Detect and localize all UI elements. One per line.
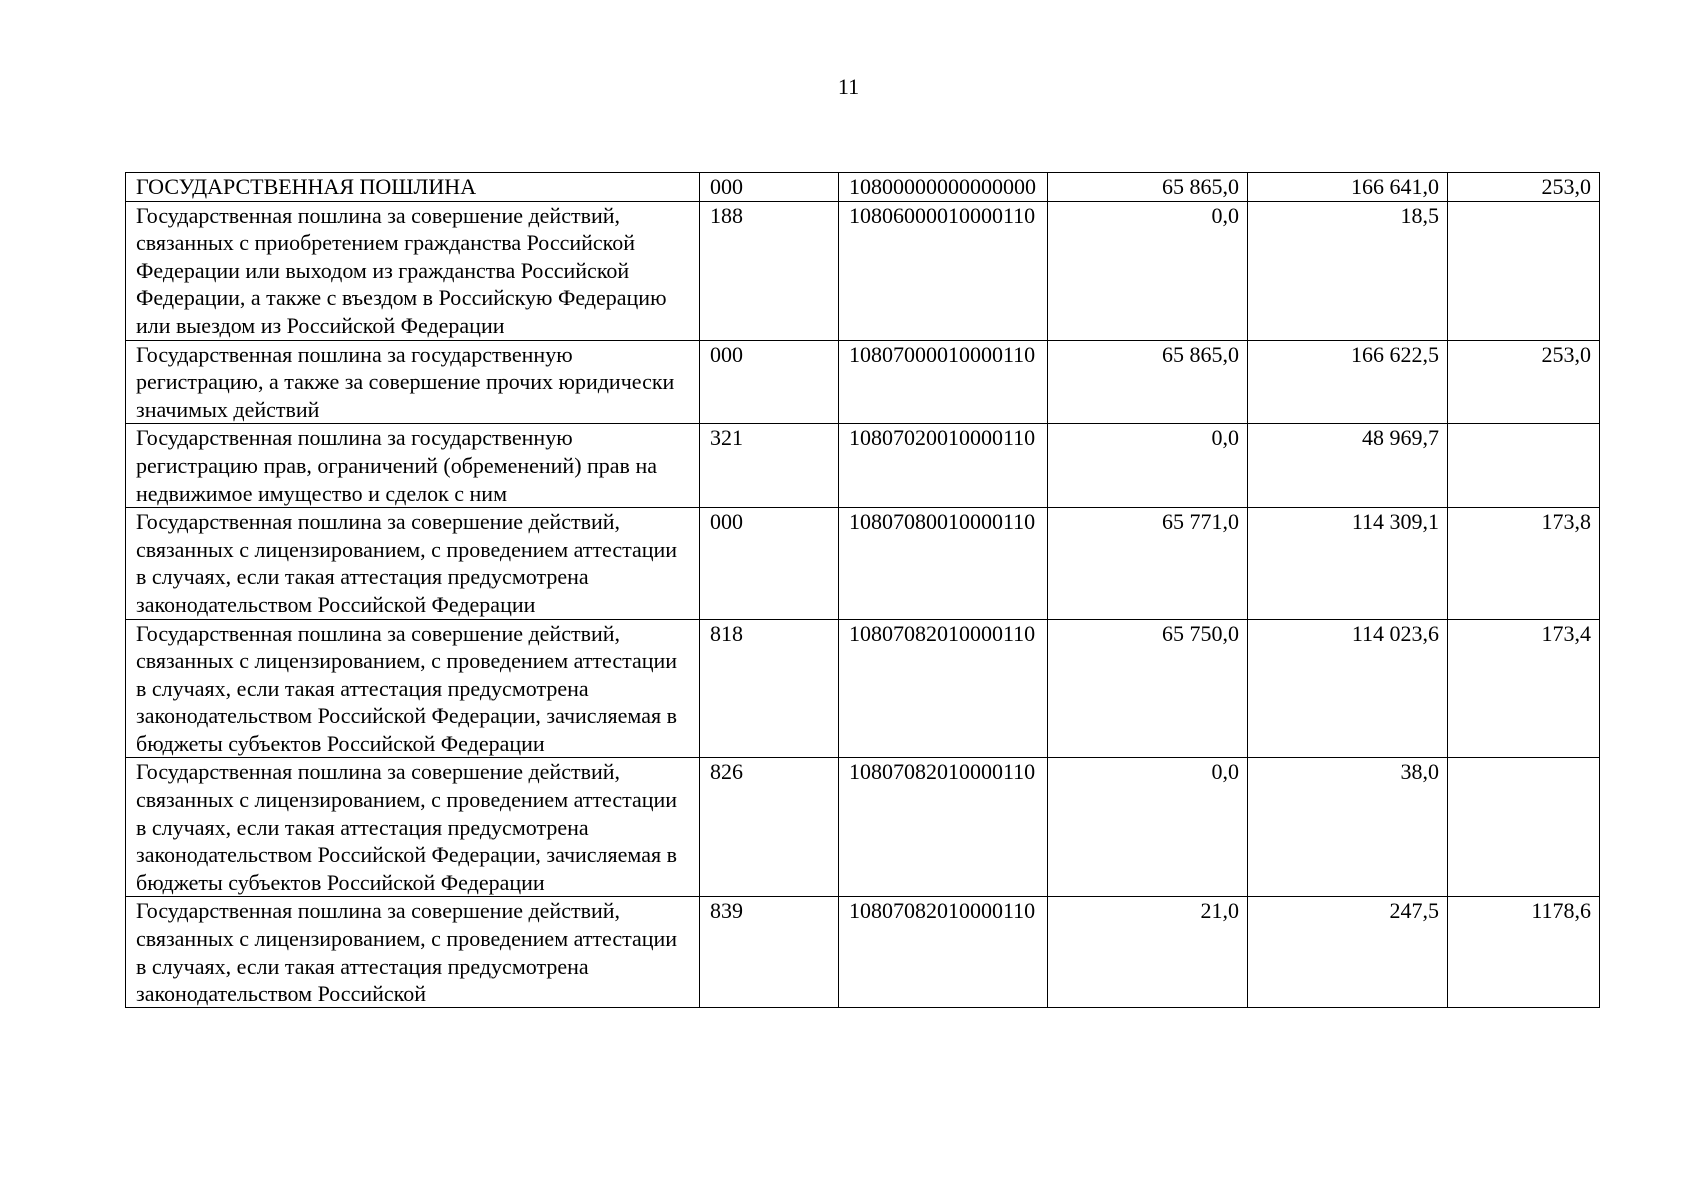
page-number: 11 [837, 74, 860, 99]
row-value-2: 18,5 [1248, 201, 1448, 340]
row-budget-code: 10807082010000110 [839, 619, 1048, 758]
row-name: Государственная пошлина за совершение действий, связанных с лицензированием, с проведением аттестации в случаях, если такая аттестация предусмотрена законодательством Российской Федерации, зачисляемая в бюджеты субъектов Российской Федерации [126, 758, 700, 897]
row-value-3: 173,8 [1448, 508, 1600, 619]
revenue-table-body [126, 173, 1600, 1008]
row-value-2: 48 969,7 [1248, 424, 1448, 508]
table-row [126, 173, 1600, 202]
row-name: Государственная пошлина за совершение действий, связанных с лицензированием, с проведением аттестации в случаях, если такая аттестация предусмотрена законодательством Российской Федерации, зачисляемая в бюджеты субъектов Российской Федерации [126, 619, 700, 758]
row-value-3 [1448, 758, 1600, 897]
row-value-2: 247,5 [1248, 897, 1448, 1008]
row-admin-code: 000 [700, 340, 839, 424]
row-value-3: 1178,6 [1448, 897, 1600, 1008]
row-value-3: 253,0 [1448, 340, 1600, 424]
row-admin-code: 321 [700, 424, 839, 508]
table-row [126, 340, 1600, 424]
row-value-3 [1448, 424, 1600, 508]
row-value-3: 173,4 [1448, 619, 1600, 758]
row-value-1: 21,0 [1048, 897, 1248, 1008]
table-row [126, 897, 1600, 1008]
row-budget-code: 10807080010000110 [839, 508, 1048, 619]
row-value-1: 0,0 [1048, 758, 1248, 897]
row-admin-code: 000 [700, 173, 839, 202]
row-value-1: 0,0 [1048, 424, 1248, 508]
row-name: Государственная пошлина за государственную регистрацию, а также за совершение прочих юридически значимых действий [126, 340, 700, 424]
row-value-2: 166 641,0 [1248, 173, 1448, 202]
row-value-2: 166 622,5 [1248, 340, 1448, 424]
row-budget-code: 10807000010000110 [839, 340, 1048, 424]
row-budget-code: 10807020010000110 [839, 424, 1048, 508]
row-admin-code: 000 [700, 508, 839, 619]
row-name: ГОСУДАРСТВЕННАЯ ПОШЛИНА [126, 173, 700, 202]
row-name: Государственная пошлина за государственную регистрацию прав, ограничений (обременений) прав на недвижимое имущество и сделок с ним [126, 424, 700, 508]
table-row [126, 508, 1600, 619]
row-admin-code: 188 [700, 201, 839, 340]
row-value-1: 65 750,0 [1048, 619, 1248, 758]
row-name-text: Государственная пошлина за совершение действий, связанных с лицензированием, с проведением аттестации в случаях, если такая аттестация предусмотрена законодательством Российской [136, 898, 678, 1007]
table-row [126, 201, 1600, 340]
revenue-table [125, 172, 1600, 1008]
row-value-2: 114 023,6 [1248, 619, 1448, 758]
row-name: Государственная пошлина за совершение действий, связанных с приобретением гражданства Российской Федерации или выходом из гражданства Российской Федерации, а также с въездом в Российскую Федерацию или выездом из Российской Федерации [126, 201, 700, 340]
row-value-1: 65 771,0 [1048, 508, 1248, 619]
row-admin-code: 818 [700, 619, 839, 758]
row-name [126, 897, 700, 1008]
row-value-2: 38,0 [1248, 758, 1448, 897]
table-row [126, 424, 1600, 508]
row-value-3 [1448, 201, 1600, 340]
row-value-3: 253,0 [1448, 173, 1600, 202]
row-name: Государственная пошлина за совершение действий, связанных с лицензированием, с проведением аттестации в случаях, если такая аттестация предусмотрена законодательством Российской Федерации [126, 508, 700, 619]
row-budget-code: 10800000000000000 [839, 173, 1048, 202]
row-budget-code: 10806000010000110 [839, 201, 1048, 340]
row-value-1: 65 865,0 [1048, 340, 1248, 424]
row-value-1: 65 865,0 [1048, 173, 1248, 202]
row-admin-code: 839 [700, 897, 839, 1008]
row-budget-code: 10807082010000110 [839, 758, 1048, 897]
row-admin-code: 826 [700, 758, 839, 897]
row-budget-code: 10807082010000110 [839, 897, 1048, 1008]
table-row [126, 758, 1600, 897]
table-row [126, 619, 1600, 758]
row-value-1: 0,0 [1048, 201, 1248, 340]
row-value-2: 114 309,1 [1248, 508, 1448, 619]
